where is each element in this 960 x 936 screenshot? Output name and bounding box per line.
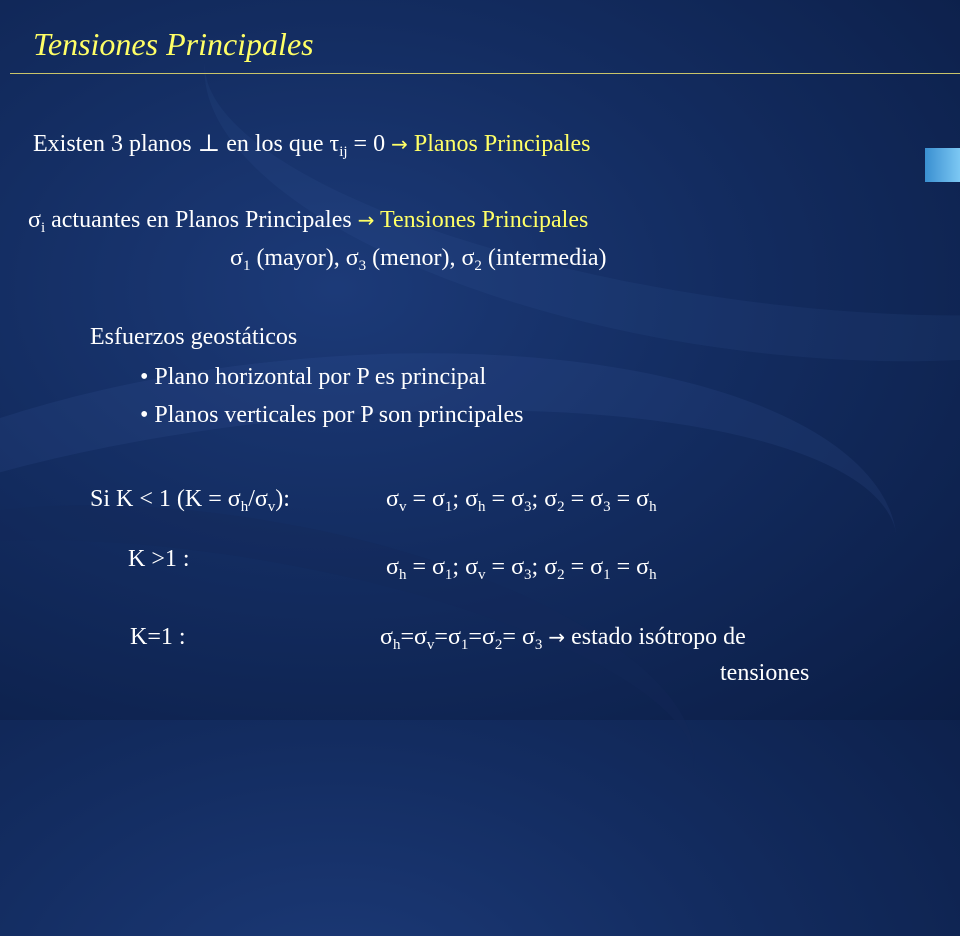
k-greater-than-one-equation <box>386 553 657 589</box>
k-greater-than-one-label: K >1 : <box>128 546 190 572</box>
decorative-accent-block <box>925 148 960 182</box>
k-less-than-one-equation <box>386 485 657 521</box>
subscript: 3 <box>534 637 543 653</box>
k-less-than-one-label <box>90 485 290 521</box>
text: = <box>570 486 585 512</box>
subscript: 1 <box>444 499 453 515</box>
geostatic-heading: Esfuerzos geostáticos <box>90 324 298 350</box>
text: = <box>412 486 426 512</box>
text: ; <box>531 486 539 512</box>
text: Existen 3 planos <box>33 131 192 157</box>
subscript: 3 <box>603 499 611 515</box>
sigma-symbol: σ <box>227 486 241 512</box>
arrow-icon: → <box>357 208 375 232</box>
slide-title: Tensiones Principales <box>33 26 314 62</box>
subscript: 1 <box>460 637 469 653</box>
k-equals-one-continuation: tensiones <box>720 660 810 686</box>
text: = <box>491 554 506 580</box>
text: estado isótropo de <box>571 624 746 650</box>
k-equals-one-equation <box>380 623 746 659</box>
text: Si K < 1 (K = <box>90 486 222 512</box>
text: en los que <box>226 131 324 157</box>
sigma-symbol: σ <box>386 554 399 580</box>
subscript: h <box>392 637 401 653</box>
perpendicular-symbol: ⊥ <box>197 131 221 157</box>
sigma-symbol: σ <box>447 624 461 650</box>
subscript: 1 <box>242 258 251 274</box>
text: (intermedia) <box>487 245 607 271</box>
sigma-symbol: σ <box>590 554 604 580</box>
subscript: h <box>240 499 249 515</box>
sigma-symbol: σ <box>28 207 41 233</box>
text: / <box>248 486 255 512</box>
subscript: 3 <box>524 499 532 515</box>
sigma-symbol: σ <box>521 624 535 650</box>
text: = <box>434 624 448 650</box>
subscript: ij <box>339 144 348 160</box>
sigma-symbol: σ <box>230 245 243 271</box>
subscript: v <box>398 499 407 515</box>
arrow-icon: → <box>391 132 408 156</box>
sigma-symbol: σ <box>544 486 558 512</box>
subscript: v <box>267 499 276 515</box>
text: ; <box>531 554 539 580</box>
text: = <box>412 554 426 580</box>
subscript: 1 <box>444 567 453 583</box>
sigma-symbol: σ <box>544 554 558 580</box>
subscript: 2 <box>557 499 565 515</box>
subscript: 2 <box>557 567 565 583</box>
subscript: v <box>478 567 486 583</box>
sigma-symbol: σ <box>254 486 268 512</box>
sigma-symbol: σ <box>431 554 445 580</box>
text: (menor), <box>372 245 456 271</box>
subscript: h <box>649 567 657 583</box>
subscript: 1 <box>603 567 611 583</box>
subscript: h <box>649 499 657 515</box>
sigma-symbol: σ <box>511 486 525 512</box>
text: actuantes en Planos Principales <box>51 207 352 233</box>
text: = 0 <box>353 131 386 157</box>
sigma-symbol: σ <box>511 554 525 580</box>
highlight-text: Planos Principales <box>413 131 591 157</box>
subscript: 3 <box>524 567 532 583</box>
sigma-symbol: σ <box>345 245 359 271</box>
text: (mayor), <box>256 245 340 271</box>
principal-stresses-line <box>28 206 588 242</box>
sigma-symbol: σ <box>413 624 427 650</box>
text: ): <box>275 486 290 512</box>
sigma-symbol: σ <box>481 624 495 650</box>
sigma-symbol: σ <box>461 245 475 271</box>
bullet-item: • Planos verticales por P son principales <box>140 402 524 428</box>
arrow-icon: → <box>548 625 566 649</box>
sigma-symbol: σ <box>465 554 479 580</box>
principal-planes-line <box>33 130 591 166</box>
subscript: 3 <box>358 258 367 274</box>
sigma-symbol: σ <box>636 486 650 512</box>
text: ; <box>452 486 460 512</box>
text: = <box>502 624 516 650</box>
highlight-text: Tensiones Principales <box>380 207 589 233</box>
subscript: h <box>398 567 407 583</box>
text: ; <box>452 554 460 580</box>
text: = <box>616 554 631 580</box>
sigma-symbol: σ <box>636 554 650 580</box>
bullet-item: • Plano horizontal por P es principal <box>140 364 487 390</box>
tau-symbol: τ <box>329 131 340 157</box>
text: = <box>468 624 482 650</box>
title-divider <box>10 73 960 74</box>
text: = <box>616 486 631 512</box>
subscript: 2 <box>474 258 482 274</box>
k-equals-one-label: K=1 : <box>130 624 186 650</box>
sigma-symbol: σ <box>431 486 445 512</box>
stress-order-line <box>230 244 607 280</box>
text: = <box>400 624 414 650</box>
subscript: i <box>40 220 46 236</box>
subscript: h <box>478 499 486 515</box>
subscript: v <box>426 637 435 653</box>
subscript: 2 <box>494 637 503 653</box>
sigma-symbol: σ <box>465 486 479 512</box>
sigma-symbol: σ <box>380 624 393 650</box>
sigma-symbol: σ <box>386 486 399 512</box>
text: = <box>570 554 585 580</box>
sigma-symbol: σ <box>590 486 604 512</box>
text: = <box>491 486 506 512</box>
